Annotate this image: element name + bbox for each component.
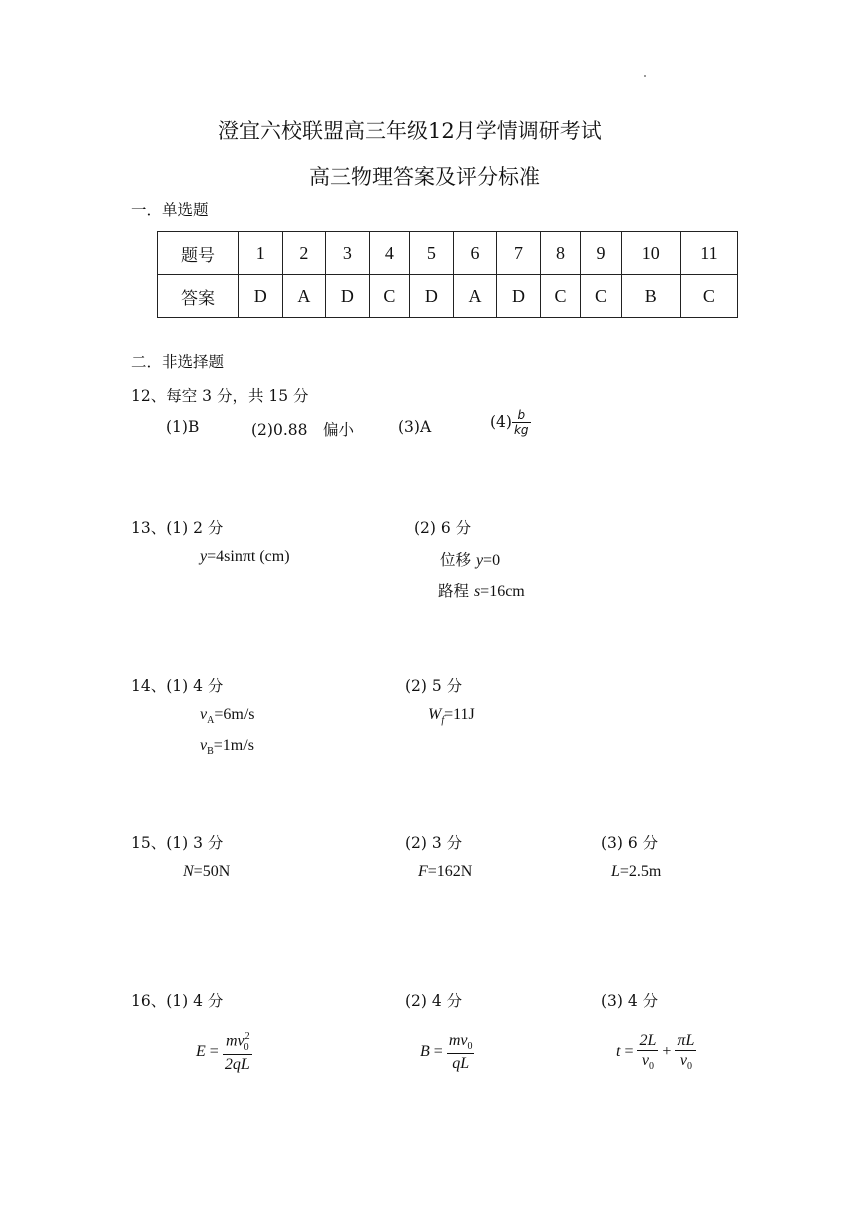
q13-path-length: 路程 s=16cm — [438, 582, 525, 600]
section2-heading: 二．非选择题 — [131, 353, 225, 371]
q15-part2-answer: F=162N — [418, 863, 473, 880]
page-title: 澄宜六校联盟高三年级12月学情调研考试 — [218, 119, 602, 143]
q12-answer-3: (3)A — [398, 418, 432, 436]
answer-cell: C — [540, 275, 580, 318]
q16-time-formula: t = $\frac{2L}{v_0}$ + $\frac{\pi L}{v_0}$ — [616, 1032, 695, 1073]
question-number: 1 — [239, 232, 283, 275]
q15-part3-label: (3) 6 分 — [601, 834, 659, 852]
answer-cell: D — [497, 275, 541, 318]
question-number: 6 — [453, 232, 497, 275]
row-label-number: 题号 — [158, 232, 239, 275]
row-label-answer: 答案 — [158, 275, 239, 318]
answer-cell: D — [326, 275, 370, 318]
q16-part2-label: (2) 4 分 — [405, 992, 463, 1010]
q15-part1-label: 15、(1) 3 分 — [131, 834, 224, 852]
scan-dot — [644, 75, 646, 77]
q13-part1-label: 13、(1) 2 分 — [131, 519, 224, 537]
q12-fraction-numerator: b — [512, 408, 531, 423]
question-number: 3 — [326, 232, 370, 275]
answer-cell: D — [410, 275, 454, 318]
q14-part2-label: (2) 5 分 — [405, 677, 463, 695]
table-row-numbers — [158, 232, 738, 275]
section1-heading: 一．单选题 — [131, 201, 209, 219]
answer-cell: C — [369, 275, 409, 318]
question-number: 10 — [621, 232, 680, 275]
q14-part1-label: 14、(1) 4 分 — [131, 677, 224, 695]
q14-velocity-b: $v_B=1m/s$ — [200, 737, 254, 758]
question-number: 2 — [282, 232, 326, 275]
q15-part2-label: (2) 3 分 — [405, 834, 463, 852]
q16-part3-label: (3) 4 分 — [601, 992, 659, 1010]
question-number: 5 — [410, 232, 454, 275]
answer-table — [157, 231, 738, 318]
question-number: 4 — [369, 232, 409, 275]
q13-part1-answer: y=4sinπt (cm) — [200, 548, 290, 565]
answer-cell: A — [282, 275, 326, 318]
q13-part2-label: (2) 6 分 — [414, 519, 472, 537]
question-number: 8 — [540, 232, 580, 275]
q14-velocity-a: $v_A=6m/s$ — [200, 706, 255, 727]
answer-cell: A — [453, 275, 497, 318]
question-number: 9 — [581, 232, 621, 275]
answer-cell: C — [581, 275, 621, 318]
q12-answer-2: (2)0.88 偏小 — [251, 421, 354, 439]
q15-part1-answer: N=50N — [183, 863, 231, 880]
q12-fraction-denominator: kg — [513, 423, 529, 438]
q14-work: $W_f=11J$ — [428, 706, 475, 727]
answer-cell: D — [239, 275, 283, 318]
q16-magnetic-field-formula: B = $\frac{mv_0}{qL}$ — [420, 1032, 473, 1073]
q12-answer-4 — [490, 408, 531, 438]
page-subtitle: 高三物理答案及评分标准 — [309, 165, 540, 189]
question-number: 11 — [680, 232, 737, 275]
answer-cell: B — [621, 275, 680, 318]
table-row-answers — [158, 275, 738, 318]
q16-part1-label: 16、(1) 4 分 — [131, 992, 224, 1010]
answer-cell: C — [680, 275, 737, 318]
q12-answer-1: (1)B — [166, 418, 200, 436]
q12-label: 12、每空 3 分，共 15 分 — [131, 387, 309, 405]
question-number: 7 — [497, 232, 541, 275]
q12-answer-4-prefix: (4) — [490, 412, 512, 431]
q13-displacement: 位移 y=0 — [440, 551, 501, 569]
q15-part3-answer: L=2.5m — [611, 863, 662, 880]
q16-electric-field-formula: E = $\frac{mv^2_0}{2qL}$ — [196, 1031, 250, 1073]
